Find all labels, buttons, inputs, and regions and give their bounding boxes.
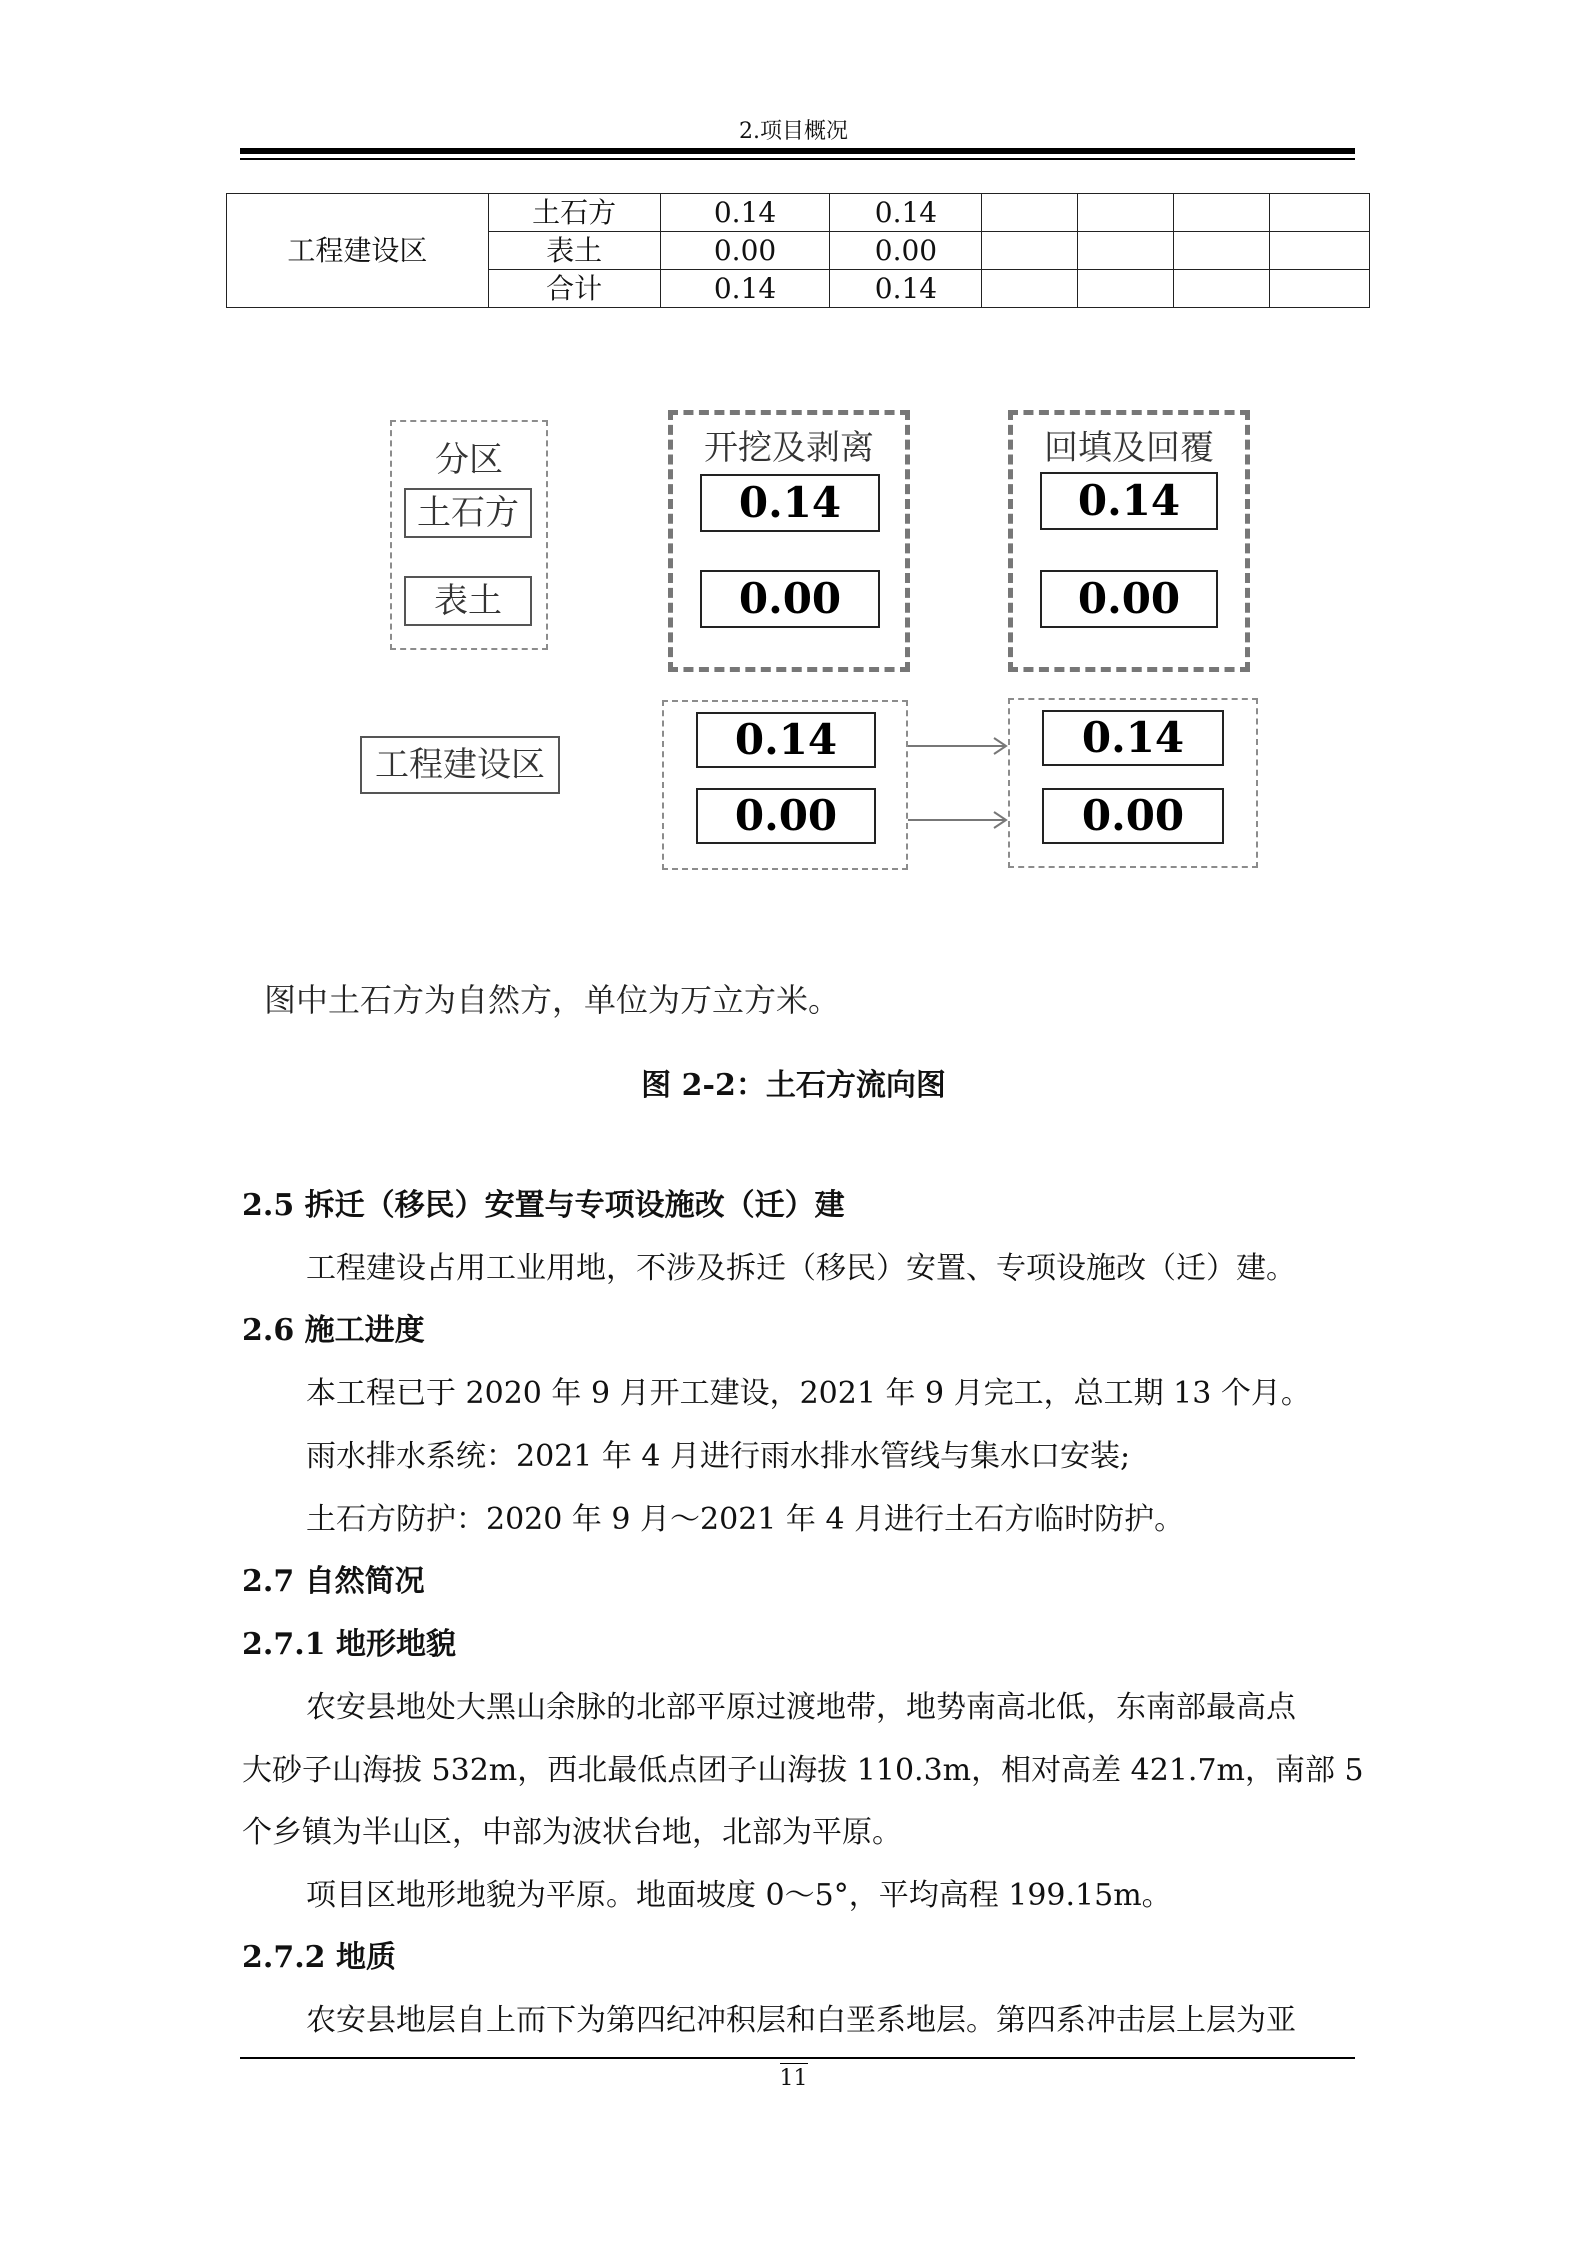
type-cell: 表土 xyxy=(488,232,660,270)
value-cell: 0.14 xyxy=(660,270,830,308)
value-cell: 0.14 xyxy=(660,194,830,232)
section-2-5-title: 2.5 拆迁（移民）安置与专项设施改（迁）建 xyxy=(242,1188,845,1223)
empty-cell xyxy=(1270,232,1370,270)
excavation-earth-value: 0.14 xyxy=(700,474,880,532)
section-2-7-2-paragraph: 农安县地层自上而下为第四纪冲积层和白垩系地层。第四系冲击层上层为亚 xyxy=(306,2003,1296,2038)
footer-rule xyxy=(240,2057,1355,2059)
section-2-6-title: 2.6 施工进度 xyxy=(242,1313,425,1348)
empty-cell xyxy=(1174,232,1270,270)
running-header: 2.项目概况 xyxy=(739,119,848,144)
zone-backfill-topsoil-value: 0.00 xyxy=(1042,788,1224,844)
backfill-topsoil-value: 0.00 xyxy=(1040,570,1218,628)
backfill-earth-value: 0.14 xyxy=(1040,472,1218,530)
section-2-7-2-title: 2.7.2 地质 xyxy=(242,1940,396,1975)
section-2-6-paragraph-1: 本工程已于 2020 年 9 月开工建设，2021 年 9 月完工，总工期 13 个月。 xyxy=(306,1376,1311,1411)
empty-cell xyxy=(1174,194,1270,232)
empty-cell xyxy=(1270,194,1370,232)
empty-cell xyxy=(1078,232,1174,270)
section-2-7-1-title: 2.7.1 地形地貌 xyxy=(242,1627,456,1662)
header-rule-thin xyxy=(240,158,1355,160)
excavation-title: 开挖及剥离 xyxy=(704,428,874,468)
zone-label: 工程建设区 xyxy=(360,736,560,794)
page-number-text: 11 xyxy=(780,2063,808,2091)
empty-cell xyxy=(982,232,1078,270)
empty-cell xyxy=(1270,270,1370,308)
section-2-7-1-paragraph-2: 项目区地形地貌为平原。地面坡度 0～5°，平均高程 199.15m。 xyxy=(306,1878,1172,1913)
value-cell: 0.00 xyxy=(830,232,982,270)
section-2-7-1-line-2: 大砂子山海拔 532m，西北最低点团子山海拔 110.3m，相对高差 421.7m，南部 5 xyxy=(242,1753,1364,1788)
excavation-topsoil-value: 0.00 xyxy=(700,570,880,628)
value-cell: 0.14 xyxy=(830,270,982,308)
value-cell: 0.00 xyxy=(660,232,830,270)
empty-cell xyxy=(1174,270,1270,308)
empty-cell xyxy=(982,194,1078,232)
empty-cell xyxy=(1078,194,1174,232)
backfill-title: 回填及回覆 xyxy=(1044,428,1214,468)
zone-excavation-topsoil-value: 0.00 xyxy=(696,788,876,844)
type-cell: 合计 xyxy=(488,270,660,308)
figure-caption: 图 2-2：土石方流向图 xyxy=(641,1068,946,1103)
legend-earth: 土石方 xyxy=(404,488,532,538)
value-cell: 0.14 xyxy=(830,194,982,232)
section-2-5-paragraph: 工程建设占用工业用地，不涉及拆迁（移民）安置、专项设施改（迁）建。 xyxy=(306,1251,1296,1286)
flow-arrows xyxy=(900,730,1050,840)
empty-cell xyxy=(1078,270,1174,308)
legend-topsoil: 表土 xyxy=(404,576,532,626)
page-number xyxy=(0,2066,1587,2091)
type-cell: 土石方 xyxy=(488,194,660,232)
section-2-7-1-line-1: 农安县地处大黑山余脉的北部平原过渡地带，地势南高北低，东南部最高点 xyxy=(306,1690,1296,1725)
empty-cell xyxy=(982,270,1078,308)
table-row xyxy=(227,194,1370,232)
section-2-7-1-line-3: 个乡镇为半山区，中部为波状台地，北部为平原。 xyxy=(242,1815,902,1850)
section-2-6-paragraph-3: 土石方防护：2020 年 9 月～2021 年 4 月进行土石方临时防护。 xyxy=(306,1502,1185,1537)
region-cell: 工程建设区 xyxy=(227,194,489,308)
section-2-6-paragraph-2: 雨水排水系统：2021 年 4 月进行雨水排水管线与集水口安装; xyxy=(306,1439,1131,1474)
header-rule-thick xyxy=(240,148,1355,154)
section-2-7-title: 2.7 自然简况 xyxy=(242,1564,425,1599)
figure-note: 图中土石方为自然方，单位为万立方米。 xyxy=(264,981,841,1019)
zone-excavation-earth-value: 0.14 xyxy=(696,712,876,768)
zone-backfill-earth-value: 0.14 xyxy=(1042,710,1224,766)
legend-title: 分区 xyxy=(435,440,503,480)
earthwork-table xyxy=(226,193,1370,308)
